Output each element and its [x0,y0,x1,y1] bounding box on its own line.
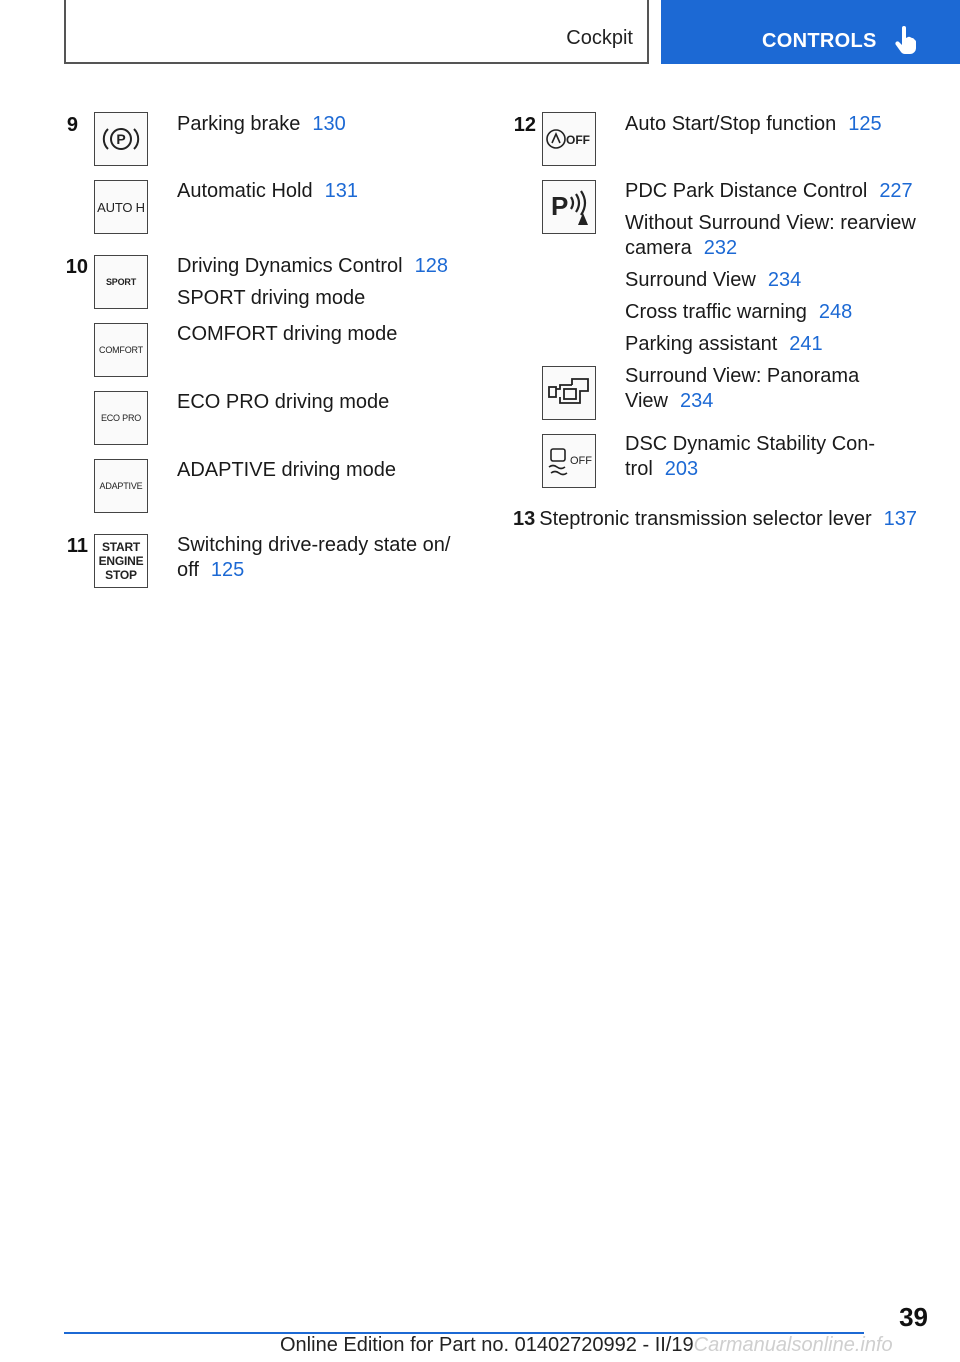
page-ref-link[interactable]: 137 [883,508,917,530]
parking-brake-line [177,112,346,137]
item-number-13: 13 [513,508,536,530]
start-engine-stop-icon [94,534,148,588]
item-number-12: 12 [513,114,536,136]
eco-pro-mode-line [177,390,389,415]
page-ref-link[interactable]: 203 [664,458,699,480]
entry-text: Automatic Hold [177,180,313,202]
drive-ready-line-2 [177,558,244,583]
page-ref-link[interactable]: 232 [703,237,738,259]
entry-text: SPORT driving mode [177,287,366,309]
svg-text:P: P [116,131,126,147]
pdc-icon [542,180,596,234]
parking-brake-icon [94,112,148,166]
comfort-icon [94,323,148,377]
entry-text: off [177,559,199,581]
drive-ready-line-1 [177,533,450,558]
entry-text: Cross traffic warning [625,301,807,323]
footer-edition [280,1334,893,1357]
entry-text: Switching drive-ready state on/ [177,534,451,556]
header-chapter-box [661,0,960,64]
panorama-line-1 [625,364,859,389]
page-ref-link[interactable]: 234 [767,269,802,291]
panorama-view-icon [542,366,596,420]
icon-label: OFF [566,133,590,147]
parking-assistant-line [625,332,823,357]
eco-pro-icon [94,391,148,445]
automatic-hold-line [177,179,358,204]
entry-text: ADAPTIVE driving mode [177,459,396,481]
steptronic-line [513,507,917,532]
entry-text: Surround View [625,269,756,291]
page-ref-link[interactable]: 227 [879,180,913,202]
entry-text: Steptronic transmission selector lever [539,508,872,530]
entry-text: View [625,390,668,412]
item-number-9: 9 [66,114,78,136]
comfort-mode-line [177,322,397,347]
entry-text: Auto Start/Stop function [625,113,837,135]
page-ref-link[interactable]: 241 [789,333,823,355]
entry-text: Driving Dynamics Control [177,255,403,277]
icon-label: COMFORT [99,345,143,355]
panorama-line-2 [625,389,713,414]
driving-dynamics-line [177,254,448,279]
entry-text: DSC Dynamic Stability Con- [625,433,876,455]
icon-label: ADAPTIVE [99,481,143,491]
icon-label: OFF [570,455,592,467]
pdc-line [625,179,913,204]
adaptive-mode-line [177,458,396,483]
auto-start-stop-off-icon [542,112,596,166]
rearview-line-2 [625,236,737,261]
page-ref-link[interactable]: 128 [414,255,448,277]
auto-start-stop-line [625,112,882,137]
icon-label: AUTO H [97,199,145,215]
item-number-10: 10 [65,256,88,278]
page-ref-link[interactable]: 248 [818,301,853,323]
page-ref-link[interactable]: 234 [680,390,714,412]
sport-mode-line [177,286,365,311]
entry-text: ECO PRO driving mode [177,391,390,413]
item-number-11: 11 [66,535,88,557]
icon-label: ECO PRO [100,413,142,423]
page-number: 39 [899,1302,928,1332]
adaptive-icon [94,459,148,513]
icon-label: START ENGINE STOP [98,540,144,582]
page-ref-link[interactable]: 130 [312,113,346,135]
entry-text: Surround View: Panorama [625,365,860,387]
page-ref-link[interactable]: 125 [210,559,245,581]
watermark-text: Carmanualsonline.info [693,1334,893,1356]
header-chapter-title: CONTROLS [762,30,877,52]
entry-text: Parking brake [177,113,301,135]
entry-text: Without Surround View: rearview [625,212,916,234]
pointing-hand-icon [895,26,919,54]
entry-text: PDC Park Distance Control [625,180,868,202]
auto-hold-icon [94,180,148,234]
entry-text: COMFORT driving mode [177,323,398,345]
svg-text:P: P [551,191,569,221]
page-ref-link[interactable]: 131 [324,180,358,202]
entry-text: trol [625,458,653,480]
edition-text: Online Edition for Part no. 01402720992 - II/19 [280,1334,694,1356]
header-section-title: Cockpit [566,27,633,49]
dsc-line-2 [625,457,698,482]
page-ref-link[interactable]: 125 [848,113,882,135]
icon-label: SPORT [105,277,136,287]
surround-view-line [625,268,801,293]
rearview-line-1 [625,211,916,236]
sport-icon [94,255,148,309]
dsc-line-1 [625,432,875,457]
entry-text: camera [625,237,692,259]
cross-traffic-line [625,300,852,325]
header-section-box [64,0,649,64]
entry-text: Parking assistant [625,333,778,355]
dsc-off-icon [542,434,596,488]
